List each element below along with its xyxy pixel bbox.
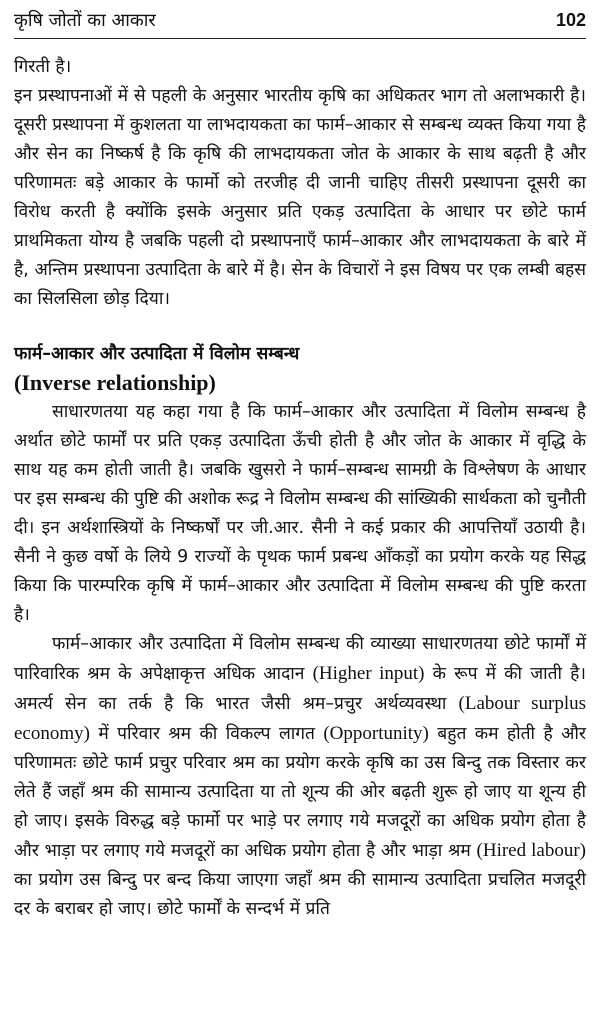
paragraph-inverse-relationship: साधारणतया यह कहा गया है कि फार्म–आकार और उत्पादिता में विलोम सम्बन्ध है अर्थात छोटे फार्मों पर प्रति एकड़ उत्पादिता ऊँची होती है और जोत के आकार में वृद्धि के साथ यह कम होती जाती है। जबकि खुसरो ने फार्म–सम्बन्ध सामग्री के विश्लेषण के आधार पर इस सम्बन्ध की पुष्टि की अशोक रूद्र ने विलोम सम्बन्ध की सांख्यिकी सार्थकता को चुनौती दी। इन अर्थशास्त्रियों के निष्कर्षों पर जी.आर. सैनी ने कई प्रकार की आपत्तियाँ उठायी है। सैनी ने कुछ वर्षो के लिये 9 राज्यों के पृथक फार्म प्रबन्ध आँकड़ों का प्रयोग करके यह सिद्ध किया कि पारम्परिक कृषि में फार्म–आकार और उत्पादिता में विलोम सम्बन्ध की पुष्टि करता है। — [14, 402, 586, 625]
section-subheading: (Inverse relationship) — [14, 370, 216, 395]
running-title: कृषि जोतों का आकार — [14, 10, 156, 31]
english-term: (Opportunity) — [323, 723, 429, 744]
text-run: बहुत कम होती है और परिणामतः छोटे फार्म प्रचुर परिवार श्रम का प्रयोग करके कृषि का उस बिन्दु तक विस्तार कर लेते हैं जहाँ श्रम की सामान्य उत्पादिता या तो शून्य की ओर बढ़ती शुरू हो जाए या शून्य ही हो जाए। इसके विरुद्ध बड़े फार्मो पर भाड़े पर लगाए गये मजदूरों का अधिक प्रयोग होता है और भाड़ा पर लगाए गये मजदूरों का अधिक प्रयोग होता है और भाड़ा श्रम — [14, 724, 586, 861]
text-run: का प्रयोग उस बिन्दु पर बन्द किया जाएगा जहाँ श्रम की सामान्य उत्पादिता प्रचलित मजदूरी दर के बराबर हो जाए। छोटे फार्मों के सन्दर्भ में प्रति — [14, 870, 586, 919]
english-term: (Higher input) — [312, 663, 425, 684]
paragraph-continuation: गिरती है। — [14, 57, 72, 77]
english-term: (Labour surplus economy) — [14, 693, 586, 744]
english-term: (Hired labour) — [476, 840, 586, 861]
section-heading: फार्म–आकार और उत्पादिता में विलोम सम्बन्ध — [14, 344, 300, 364]
text-run: के रूप में की जाती है। अमर्त्य सेन का तर्क है कि भारत जैसी श्रम–प्रचुर अर्थव्यवस्था — [14, 664, 586, 714]
paragraph-propositions: इन प्रस्थापनाओं में से पहली के अनुसार भारतीय कृषि का अधिकतर भाग तो अलाभकारी है। दूसरी प्रस्थापना में कुशलता या लाभदायकता का फार्म–आकार से सम्बन्ध व्यक्त किया गया है और सेन का निष्कर्ष है कि कृषि की लाभदायकता जोत के आकार के साथ बढ़ती है और परिणामतः बड़े आकार के फार्मो को तरजीह दी जानी चाहिए तीसरी प्रस्थापना दूसरी का विरोध करती है क्योंकि इसके अनुसार प्रति एकड़ उत्पादिता के आधार पर छोटे फार्म प्राथमिकता योग्य है जबकि पहली दो प्रस्थापनाएँ फार्म–आकार और लाभदायकता के बारे में है, अन्तिम प्रस्थापना उत्पादिता के बारे में है। सेन के विचारों ने इस विषय पर एक लम्बी बहस का सिलसिला छोड़ दिया। — [14, 86, 586, 309]
paragraph-explanation — [14, 630, 586, 924]
page-header — [14, 8, 586, 39]
text-run: फार्म–आकार और उत्पादिता में विलोम सम्बन्ध की व्याख्या साधारणतया छोटे फार्मों में पारिवारिक श्रम के अपेक्षाकृत्त अधिक आदान — [14, 634, 586, 684]
text-run: में परिवार श्रम की विकल्प लागत — [89, 724, 324, 744]
section-spacer — [14, 314, 586, 340]
page-number: 102 — [555, 10, 586, 30]
